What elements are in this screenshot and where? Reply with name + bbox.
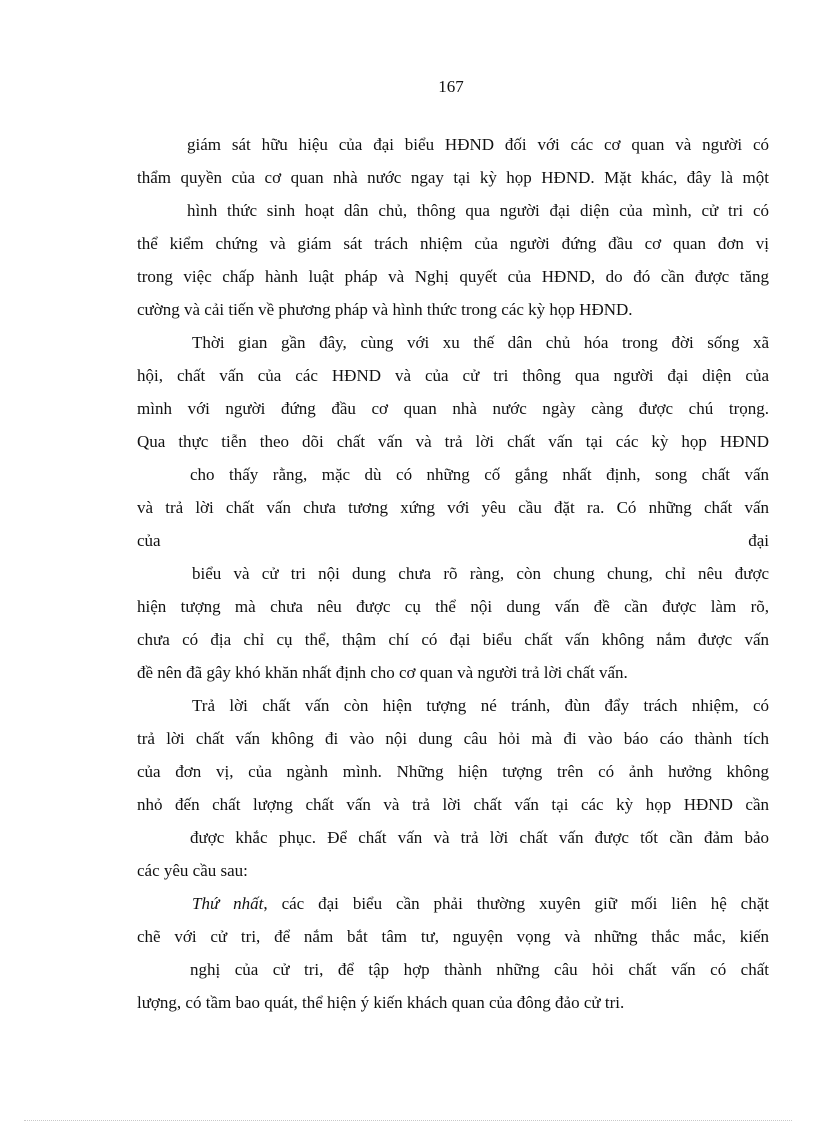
text-line: giám sát hữu hiệu của đại biểu HĐND đối với các cơ quan và người có [187, 135, 769, 154]
text-line: thẩm quyền của cơ quan nhà nước ngay tại kỳ họp HĐND. Mặt khác, đây là một [137, 168, 769, 187]
text-line: trả lời chất vấn không đi vào nội dung câu hỏi mà đi vào báo cáo thành tích [137, 729, 769, 748]
text-line: hiện tượng mà chưa nêu được cụ thể nội dung vấn đề cần được làm rõ, [137, 597, 769, 616]
text-line: Qua thực tiễn theo dõi chất vấn và trả lời chất vấn tại các kỳ họp HĐND [137, 432, 769, 451]
text-line: biểu và cử tri nội dung chưa rõ ràng, còn chung chung, chỉ nêu được [192, 564, 769, 583]
text-line: thể kiểm chứng và giám sát trách nhiệm của người đứng đầu cơ quan đơn vị [137, 234, 769, 253]
text-line: các yêu cầu sau: [137, 861, 248, 880]
text-line: được khắc phục. Để chất vấn và trả lời chất vấn được tốt cần đảm bảo [190, 828, 769, 847]
split-text-line [137, 530, 769, 552]
text-line: lượng, có tầm bao quát, thể hiện ý kiến khách quan của đông đảo cử tri. [137, 993, 625, 1012]
page-number: 167 [438, 77, 464, 96]
text-line: Thời gian gần đây, cùng với xu thế dân chủ hóa trong đời sống xã [192, 333, 769, 352]
text-line: Trả lời chất vấn còn hiện tượng né tránh, đùn đẩy trách nhiệm, có [192, 696, 769, 715]
text-line: của đơn vị, của ngành mình. Những hiện tượng trên có ảnh hưởng không [137, 762, 769, 781]
emphasis-lead: Thứ nhất [192, 894, 264, 913]
text-line: trong việc chấp hành luật pháp và Nghị quyết của HĐND, do đó cần được tăng [137, 267, 769, 286]
text-line: cường và cải tiến về phương pháp và hình thức trong các kỳ họp HĐND. [137, 300, 633, 319]
text-line: chẽ với cử tri, để nắm bắt tâm tư, nguyện vọng và những thắc mắc, kiến [137, 927, 769, 946]
text-line: nhỏ đến chất lượng chất vấn và trả lời chất vấn tại các kỳ họp HĐND cần [137, 795, 769, 814]
text-line: và trả lời chất vấn chưa tương xứng với yêu cầu đặt ra. Có những chất vấn [137, 498, 769, 517]
text-line: đề nên đã gây khó khăn nhất định cho cơ quan và người trả lời chất vấn. [137, 663, 628, 682]
text-line: nghị của cử tri, để tập hợp thành những câu hỏi chất vấn có chất [190, 960, 769, 979]
text-line: chưa có địa chỉ cụ thể, thậm chí có đại biểu chất vấn không nắm được vấn [137, 630, 769, 649]
text-line [192, 893, 769, 915]
text-line: mình với người đứng đầu cơ quan nhà nước ngày càng được chú trọng. [137, 399, 769, 418]
text-line: hình thức sinh hoạt dân chủ, thông qua người đại diện của mình, cử tri có [187, 201, 769, 220]
text-span: , các đại biểu cần phải thường xuyên giữ mối liên hệ chặt [263, 894, 770, 913]
text-line: hội, chất vấn của các HĐND và của cử tri thông qua người đại diện của [137, 366, 769, 385]
footer-divider [24, 1120, 792, 1121]
text-line: cho thấy rằng, mặc dù có những cố gắng nhất định, song chất vấn [190, 465, 769, 484]
split-line-right: đại [748, 531, 769, 550]
split-line-left: của [137, 531, 161, 550]
